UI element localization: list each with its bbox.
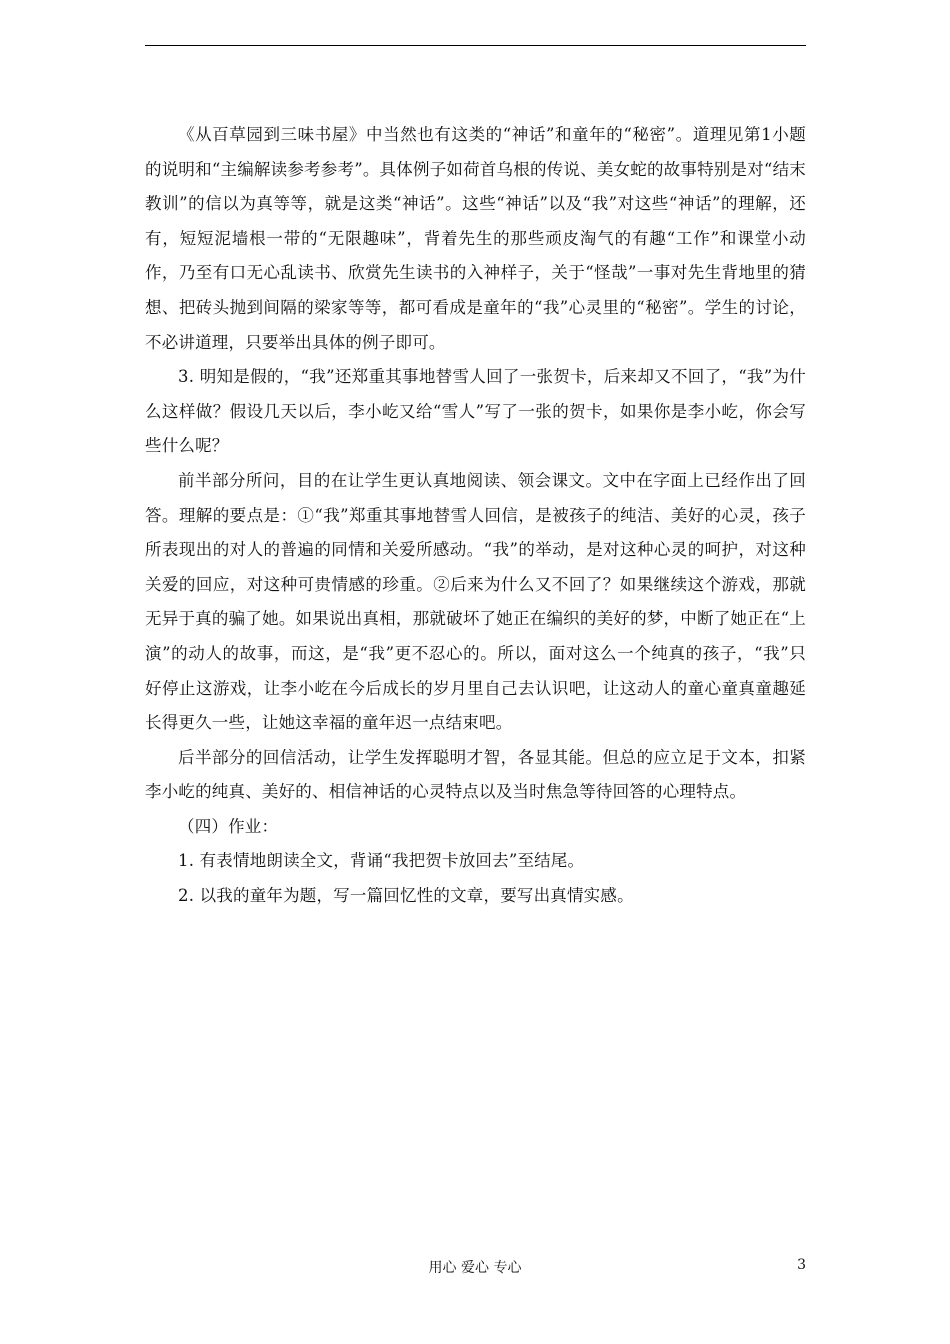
homework-item-1: 1. 有表情地朗读全文，背诵“我把贺卡放回去”至结尾。 [178, 851, 585, 871]
paragraph-second-half-answer: 后半部分的回信活动，让学生发挥聪明才智，各显其能。但总的应立足于文本，扣紧李小屹的纯真、美好的、相信神话的心灵特点以及当时焦急等待回答的心理特点。 [145, 747, 806, 802]
paragraph-sanwei-shuwu: 《从百草园到三味书屋》中当然也有这类的“神话”和童年的“秘密”。道理见第1小题的说明和“主编解读参考参考”。具体例子如荷首乌根的传说、美女蛇的故事特别是对“结末教训”的信以为真等等，就是这类“神话”。这些“神话”以及“我”对这些“神话”的理解，还有，短短泥墙根一带的“无限趣味”，背着先生的那些顽皮淘气的有趣“工作”和课堂小动作，乃至有口无心乱读书、欣赏先生读书的入神样子，关于“怪哉”一事对先生背地里的猜想、把砖头抛到间隔的梁家等等，都可看成是童年的“我”心灵里的“秘密”。学生的讨论，不必讲道理，只要举出具体的例子即可。 [145, 125, 806, 352]
question-3: 3. 明知是假的，“我”还郑重其事地替雪人回了一张贺卡，后来却又不回了，“我”为什么这样做？假设几天以后，李小屹又给“雪人”写了一张的贺卡，如果你是李小屹，你会写些什么呢？ [145, 367, 806, 456]
document-body [145, 118, 806, 914]
homework-item-2: 2. 以我的童年为题，写一篇回忆性的文章，要写出真情实感。 [178, 886, 634, 906]
header-rule [145, 45, 806, 46]
page-number: 3 [797, 1257, 806, 1273]
paragraph-first-half-answer: 前半部分所问，目的在让学生更认真地阅读、领会课文。文中在字面上已经作出了回答。理解的要点是：①“我”郑重其事地替雪人回信，是被孩子的纯洁、美好的心灵，孩子所表现出的对人的普遍的同情和关爱所感动。“我”的举动，是对这种心灵的呵护，对这种关爱的回应，对这种可贵情感的珍重。②后来为什么又不回了？如果继续这个游戏，那就无异于真的骗了她。如果说出真相，那就破坏了她正在编织的美好的梦，中断了她正在“上演”的动人的故事，而这，是“我”更不忍心的。所以，面对这么一个纯真的孩子，“我”只好停止这游戏，让李小屹在今后成长的岁月里自己去认识吧，让这动人的童心童真童趣延长得更久一些，让她这幸福的童年迟一点结束吧。 [145, 470, 806, 733]
footer-motto: 用心 爱心 专心 [428, 1260, 522, 1276]
homework-heading: （四）作业： [178, 816, 279, 836]
